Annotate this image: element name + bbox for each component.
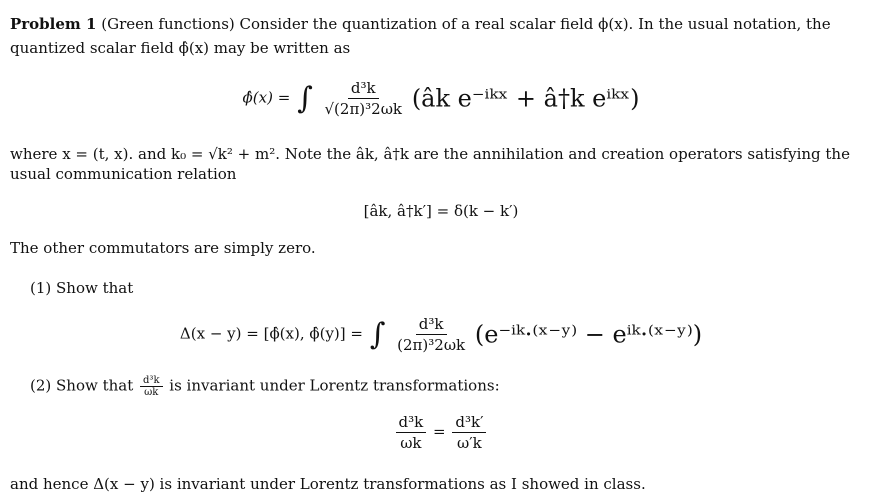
where-line-2: usual communication relation [10, 165, 237, 183]
intro-text-1: Consider the quantization of a real scalar field ϕ(x). In the usual notation, the [239, 15, 831, 33]
delta-equation-rhs: (e⁻ⁱᵏ·⁽ˣ⁻ʸ⁾ − eⁱᵏ·⁽ˣ⁻ʸ⁾) [474, 320, 703, 349]
delta-equation [0, 314, 882, 355]
invariance-left-denominator: ωk [400, 434, 422, 452]
intro-line-2: quantized scalar field ϕ̂(x) may be written as [10, 39, 351, 57]
field-equation [0, 78, 882, 119]
field-equation-numerator: d³k [348, 78, 379, 99]
field-equation-lhs: ϕ̂(x) = [242, 88, 291, 107]
field-equation-fraction [321, 78, 405, 119]
part-2-suffix: is invariant under Lorentz transformations: [169, 376, 500, 395]
part-2-numerator: d³k [140, 375, 162, 387]
where-line-1: where x = (t, x). and k₀ = √k² + m². Note the âk, â†k are the annihilation and creation operators satisfying the [10, 145, 850, 163]
invariance-left-numerator: d³k [396, 412, 427, 433]
integral-sign: ∫ [369, 317, 386, 352]
invariance-right-denominator: ω′k [457, 434, 482, 452]
commutator-equation: [âk, â†k′] = δ(k − k′) [363, 202, 519, 220]
delta-equation-denominator: (2π)³2ωk [397, 336, 466, 354]
part-2-denominator: ωk [144, 387, 159, 398]
conclusion-text: and hence Δ(x − y) is invariant under Lorentz transformations as I showed in class. [10, 475, 646, 493]
invariance-right-fraction [452, 412, 486, 453]
problem-subtitle: (Green functions) [101, 15, 235, 33]
part-2-line [30, 375, 870, 398]
delta-equation-numerator: d³k [416, 314, 447, 335]
delta-equation-lhs: Δ(x − y) = [ϕ̂(x), ϕ̂(y)] = [179, 324, 363, 343]
invariance-equation [0, 412, 882, 453]
invariance-right-numerator: d³k′ [452, 412, 486, 433]
field-equation-rhs: (âk e⁻ⁱᵏˣ + â†k eⁱᵏˣ) [411, 84, 640, 113]
delta-equation-fraction [394, 314, 468, 355]
problem-title: Problem 1 [10, 15, 97, 33]
part-2-prefix: (2) Show that [30, 376, 134, 395]
invariance-left-fraction [396, 412, 427, 453]
part-2-fraction [140, 375, 162, 398]
intro-line-1 [10, 14, 870, 34]
other-commutators-text: The other commutators are simply zero. [10, 239, 316, 257]
invariance-equals: = [433, 422, 446, 441]
field-equation-denominator: √(2π)³2ωk [324, 100, 403, 118]
part-1-label: (1) Show that [30, 279, 134, 297]
integral-sign: ∫ [297, 81, 313, 116]
